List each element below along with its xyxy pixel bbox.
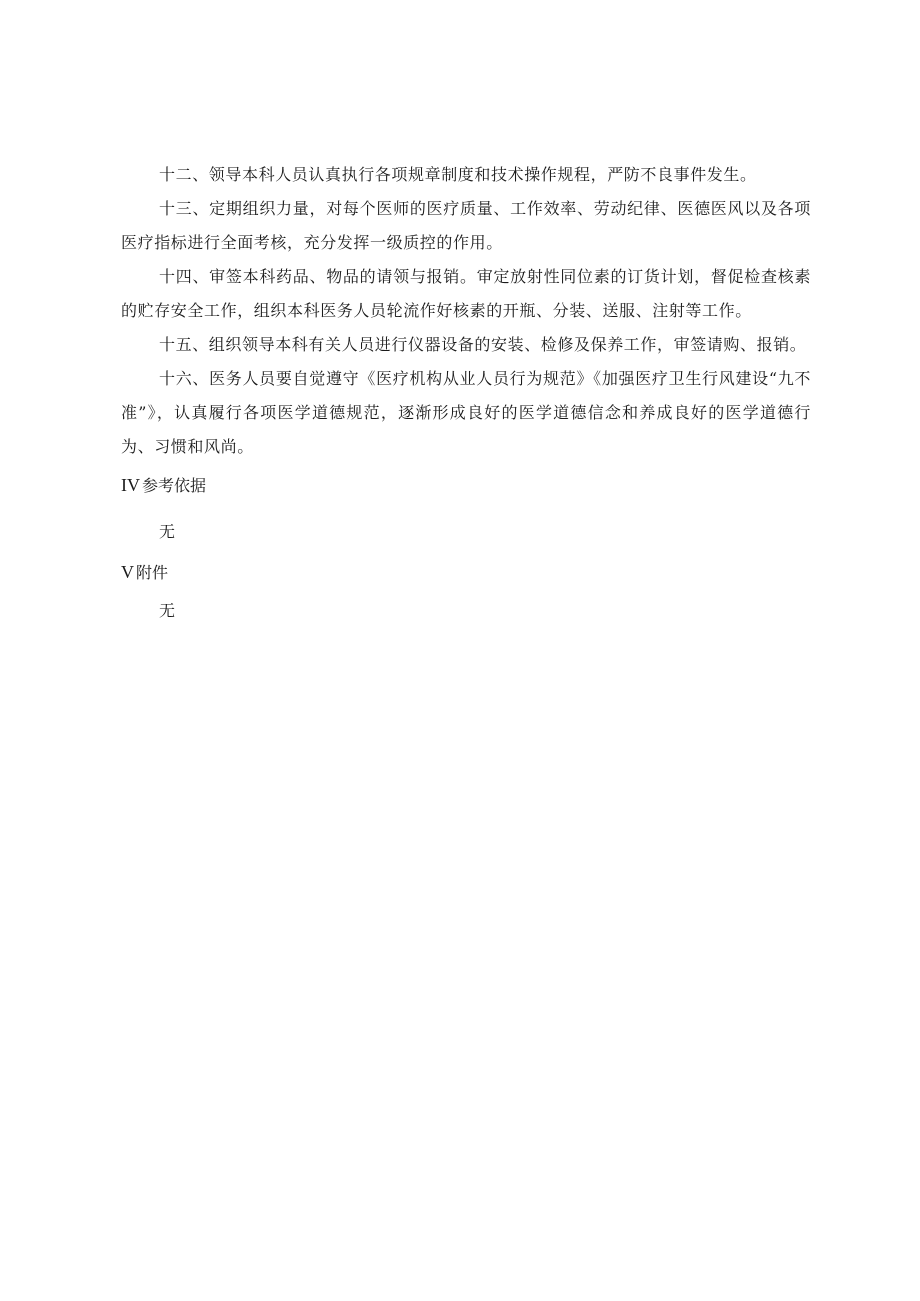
paragraph-15: 十五、组织领导本科有关人员进行仪器设备的安装、检修及保养工作，审签请购、报销。 bbox=[159, 335, 807, 354]
paragraph-12: 十二、领导本科人员认真执行各项规章制度和技术操作规程，严防不良事件发生。 bbox=[159, 165, 757, 184]
paragraph-14: 十四、审签本科药品、物品的请领与报销。审定放射性同位素的订货计划，督促检查核素的贮存安全工作，组织本科医务人员轮流作好核素的开瓶、分装、送服、注射等工作。 bbox=[121, 267, 811, 320]
section-heading-attachments bbox=[121, 555, 811, 590]
section-number-references: IV bbox=[121, 475, 140, 495]
paragraph-13: 十三、定期组织力量，对每个医师的医疗质量、工作效率、劳动纪律、医德医风以及各项医疗指标进行全面考核，充分发挥一级质控的作用。 bbox=[121, 199, 811, 252]
section-title-attachments: 附件 bbox=[136, 563, 169, 582]
document-body bbox=[121, 158, 811, 628]
section-number-attachments: V bbox=[121, 562, 134, 582]
section-heading-references bbox=[121, 468, 811, 503]
paragraph-16: 十六、医务人员要自觉遵守《医疗机构从业人员行为规范》《加强医疗卫生行风建设“九不准”》，认真履行各项医学道德规范，逐渐形成良好的医学道德信念和养成良好的医学道德行为、习惯和风尚。 bbox=[121, 369, 811, 456]
section-body-references: 无 bbox=[159, 522, 176, 541]
section-body-attachments: 无 bbox=[159, 601, 176, 620]
section-title-references: 参考依据 bbox=[142, 476, 207, 495]
